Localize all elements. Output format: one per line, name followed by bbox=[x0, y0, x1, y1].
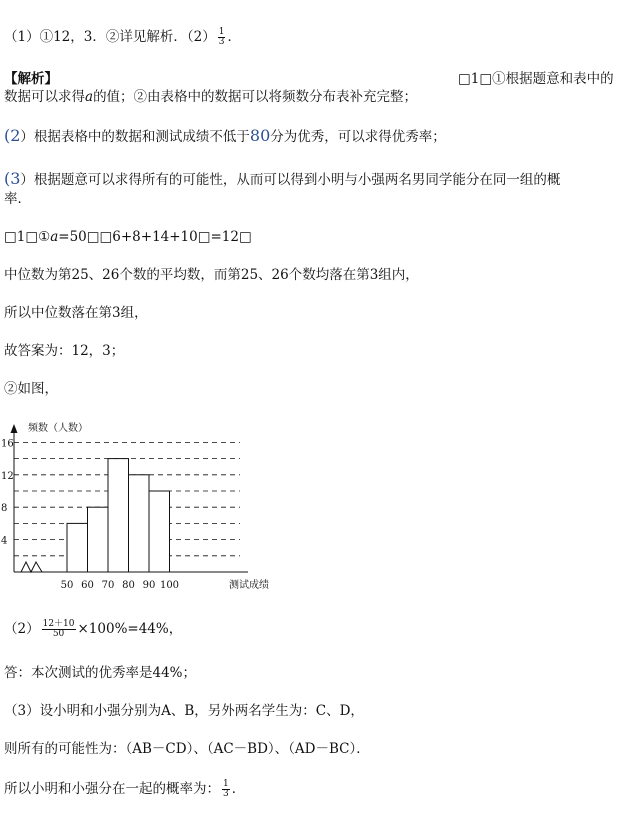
analysis-line2-b: 的值；②由表格中的数据可以将频数分布表补充完整； bbox=[93, 89, 418, 105]
analysis-right-text: □1□①根据题意和表中的 bbox=[458, 71, 614, 87]
analysis-line4-num: (3 bbox=[4, 169, 21, 188]
x-axis-label: 测试成绩 bbox=[229, 580, 269, 591]
bars-group bbox=[67, 459, 170, 572]
analysis-line4-text: ）根据题意可以求得所有的可能性，从而可以得到小明与小强两名男同学能分在同一组的概 bbox=[20, 172, 561, 188]
x-tick-label: 50 bbox=[60, 580, 74, 591]
analysis-line4 bbox=[4, 170, 560, 189]
x-tick-label: 70 bbox=[101, 580, 115, 591]
histogram-bar bbox=[88, 507, 109, 572]
part3-line2: 则所有的可能性为：（AB－CD）、（AC－BD）、（AD－BC）． bbox=[4, 741, 370, 757]
answer-text: （1）①12，3．②详见解析．（2） bbox=[4, 29, 216, 45]
histogram-bar bbox=[129, 475, 150, 572]
part2-frac-num: 12＋10 bbox=[42, 619, 75, 629]
part2-line bbox=[4, 620, 182, 639]
part2-tail: ×100%=44%， bbox=[77, 621, 183, 637]
axis-break-zigzag bbox=[14, 562, 42, 572]
part2-fraction bbox=[42, 620, 76, 639]
part3-line3-tail: ． bbox=[231, 781, 246, 797]
x-tick-label: 90 bbox=[142, 580, 156, 591]
histogram-bar bbox=[108, 459, 129, 572]
solution-line3: 所以中位数落在第3组， bbox=[4, 305, 148, 321]
part3-frac-den: 3 bbox=[223, 789, 229, 799]
histogram-chart bbox=[0, 410, 300, 600]
part2-answer: 答：本次测试的优秀率是44%； bbox=[4, 665, 197, 681]
solution-line1 bbox=[4, 228, 252, 246]
part3-line3-a: 所以小明和小强分在一起的概率为： bbox=[4, 781, 220, 797]
analysis-line2 bbox=[4, 88, 417, 106]
histogram-bar bbox=[67, 523, 88, 572]
answer-line bbox=[4, 28, 241, 47]
y-axis-label: 频数（人数） bbox=[28, 423, 88, 434]
y-tick-label: 8 bbox=[1, 503, 8, 515]
part2-frac-den: 50 bbox=[52, 629, 65, 639]
solution-var-a: a bbox=[50, 229, 59, 245]
analysis-line5: 率． bbox=[4, 191, 31, 207]
part3-fraction bbox=[222, 780, 230, 799]
x-ticks-group bbox=[61, 580, 179, 591]
analysis-line3-num: (2 bbox=[4, 126, 21, 145]
solution-line4: 故答案为：12，3； bbox=[4, 343, 125, 359]
answer-fraction bbox=[218, 28, 226, 47]
y-ticks-group bbox=[1, 438, 14, 546]
solution-line2: 中位数为第25、26个数的平均数，而第25、26个数均落在第3组内， bbox=[4, 267, 419, 283]
analysis-line3 bbox=[4, 127, 446, 146]
x-tick-label: 100 bbox=[159, 580, 180, 591]
analysis-line3-score: 80 bbox=[249, 126, 271, 145]
answer-frac-den: 3 bbox=[218, 37, 225, 47]
analysis-line3-text: ）根据表格中的数据和测试成绩不低于 bbox=[20, 129, 250, 145]
solution-line1-a: □1□① bbox=[4, 229, 51, 245]
answer-tail: ． bbox=[227, 29, 241, 45]
x-tick-label: 80 bbox=[122, 580, 135, 591]
part2-prefix: （2） bbox=[4, 621, 40, 637]
analysis-header: 【解析】 bbox=[4, 71, 58, 87]
solution-line5: ②如图， bbox=[4, 381, 58, 397]
part3-line1: （3）设小明和小强分别为A、B，另外两名学生为：C、D， bbox=[4, 703, 364, 719]
analysis-var-a: a bbox=[85, 89, 94, 105]
part3-frac-num: 1 bbox=[223, 779, 229, 789]
y-axis-arrow bbox=[11, 424, 18, 433]
y-tick-label: 4 bbox=[1, 535, 8, 547]
y-tick-label: 12 bbox=[1, 470, 14, 482]
histogram-bar bbox=[149, 491, 170, 572]
x-tick-label: 60 bbox=[81, 580, 94, 591]
part3-line3 bbox=[4, 780, 245, 799]
analysis-line2-a: 数据可以求得 bbox=[4, 89, 85, 105]
analysis-line3-tail: 分为优秀，可以求得优秀率； bbox=[270, 129, 446, 145]
answer-frac-num: 1 bbox=[218, 27, 225, 37]
y-tick-label: 16 bbox=[1, 438, 14, 450]
solution-line1-b: =50□□6+8+14+10□=12□ bbox=[58, 229, 252, 245]
